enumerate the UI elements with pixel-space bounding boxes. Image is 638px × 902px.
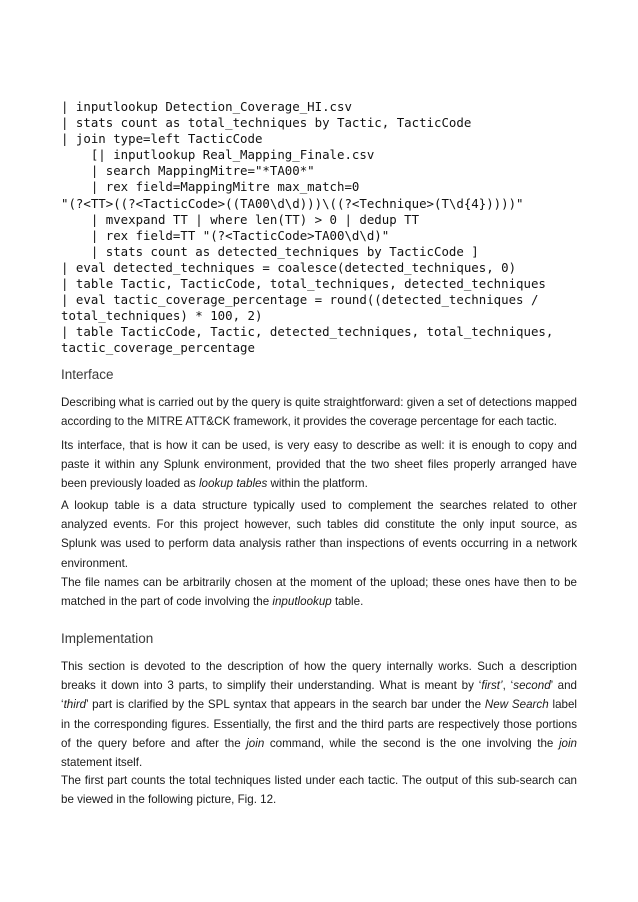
code-line: tactic_coverage_percentage: [61, 340, 255, 356]
code-line: total_techniques) * 100, 2): [61, 308, 263, 324]
code-line: | rex field=TT "(?<TacticCode>TA00\d\d)": [61, 227, 390, 243]
text-run-italic: join: [246, 736, 265, 750]
interface-paragraph-2: [61, 436, 577, 494]
text-run-italic: first’: [481, 679, 503, 693]
text-run: Its interface, that is how it can be used, is very easy to describe as well: it is enough to copy and paste it within any Splunk environment, provided that the two sheet files properly arranged have been previously loaded as: [61, 439, 577, 491]
code-line: | inputlookup Detection_Coverage_HI.csv: [61, 99, 352, 114]
text-run: ’ and ‘: [61, 679, 577, 712]
implementation-heading: Implementation: [61, 631, 154, 646]
interface-paragraph-4: [61, 573, 577, 611]
text-run: within the platform.: [267, 477, 368, 491]
text-run: , ‘: [502, 679, 514, 693]
code-line: | rex field=MappingMitre max_match=0: [61, 179, 360, 195]
text-run: The file names can be arbitrarily chosen at the moment of the upload; these ones have then to be matched in the part of code involving the: [61, 576, 577, 609]
code-line: | search MappingMitre="*TA00*": [61, 163, 315, 179]
text-run-italic: second: [513, 679, 551, 693]
code-line: | eval tactic_coverage_percentage = round((detected_techniques /: [61, 292, 539, 308]
text-run: statement itself.: [61, 756, 143, 770]
text-run: This section is devoted to the description of how the query internally works. Such a description breaks it down into 3 parts, to simplify their understanding. What is meant by ‘: [61, 660, 577, 693]
implementation-paragraph-1: [61, 657, 577, 772]
text-run-italic: lookup tables: [198, 477, 268, 491]
text-run-italic: New Search: [484, 698, 549, 712]
text-run: label in the corresponding figures. Essentially, the first and the third parts are respectively those portions of the query before and after the: [61, 698, 577, 750]
implementation-paragraph-2: The first part counts the total techniques listed under each tactic. The output of this sub-search can be viewed in the following picture, Fig. 12.: [61, 774, 577, 807]
text-run-italic: third: [63, 698, 87, 712]
code-line: | table TacticCode, Tactic, detected_techniques, total_techniques,: [61, 324, 554, 340]
text-run: ’ part is clarified by the SPL syntax that appears in the search bar under the: [86, 698, 485, 712]
code-line: [| inputlookup Real_Mapping_Finale.csv: [61, 147, 375, 163]
code-line: | join type=left TacticCode: [61, 131, 263, 147]
code-line: | mvexpand TT | where len(TT) > 0 | dedup TT: [61, 211, 420, 227]
code-line: | stats count as total_techniques by Tactic, TacticCode: [61, 115, 472, 131]
text-run: table.: [331, 595, 364, 609]
interface-heading: Interface: [61, 367, 114, 382]
code-line: "(?<TT>((?<TacticCode>((TA00\d\d)))\((?<Technique>(T\d{4}))))": [61, 195, 524, 211]
text-run-italic: join: [558, 736, 578, 750]
code-line: | table Tactic, TacticCode, total_techniques, detected_techniques: [61, 276, 546, 292]
code-line: | stats count as detected_techniques by TacticCode ]: [61, 243, 479, 259]
text-run: command, while the second is the one involving the: [264, 736, 559, 750]
text-run-italic: inputlookup: [272, 595, 332, 609]
interface-paragraph-3: A lookup table is a data structure typically used to complement the searches related to other analyzed events. For this project however, such tables did constitute the only input source, as Splunk was used to perform data analysis rather than inspections of events occurring in a network environment.: [61, 499, 577, 570]
code-line: | eval detected_techniques = coalesce(detected_techniques, 0): [61, 259, 517, 275]
spl-code-block: [61, 99, 581, 357]
interface-paragraph-1: Describing what is carried out by the query is quite straightforward: given a set of detections mapped according to the MITRE ATT&CK framework, it provides the coverage percentage for each tactic.: [61, 396, 577, 429]
